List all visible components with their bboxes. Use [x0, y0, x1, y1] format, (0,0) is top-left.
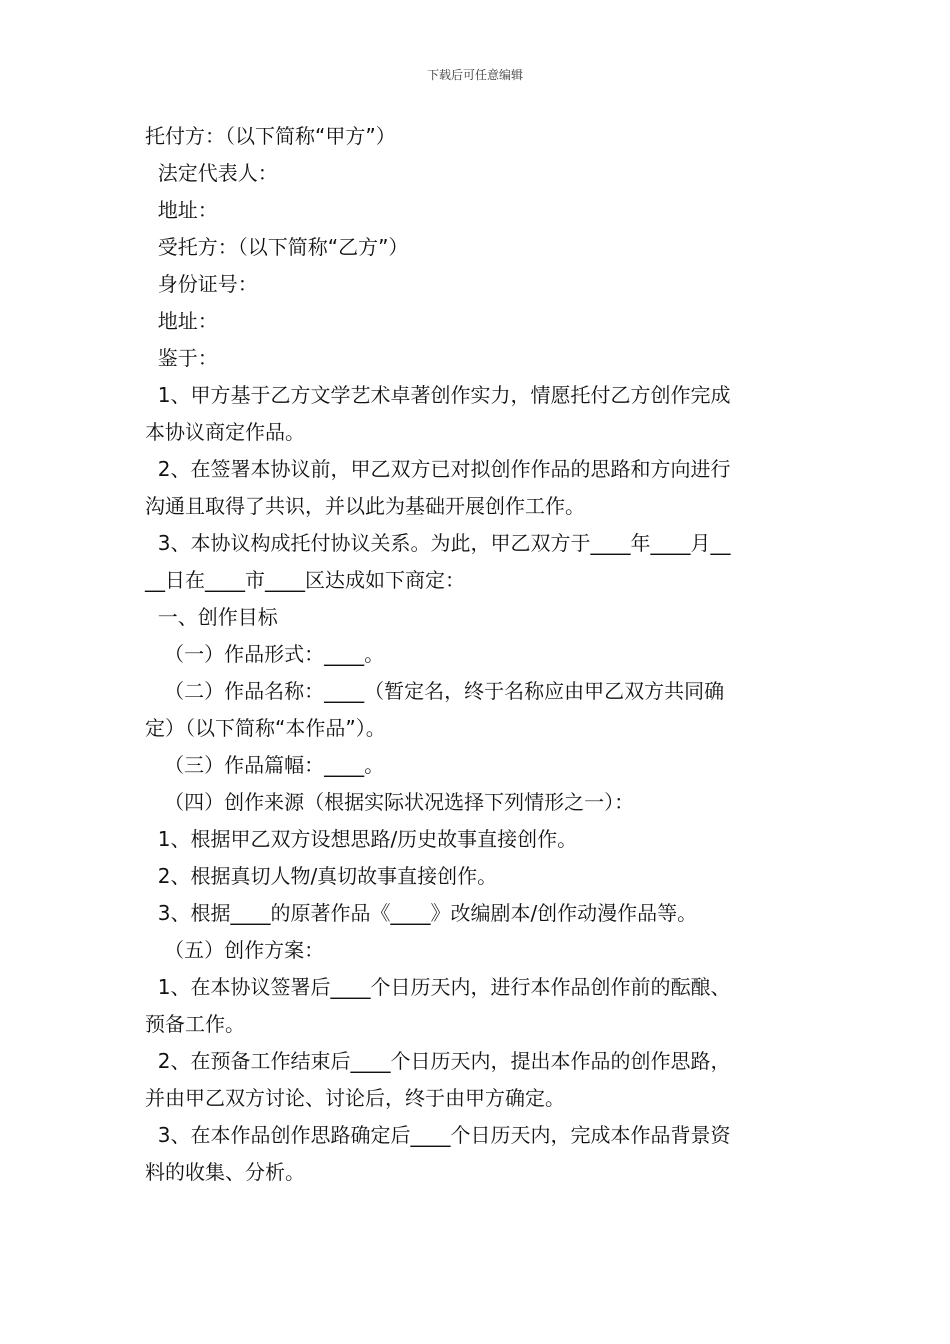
party-a-line: 托付方：（以下简称“甲方”）: [145, 124, 396, 148]
document-body: [145, 118, 810, 1191]
party-b-line: 受托方：（以下简称“乙方”）: [145, 235, 409, 259]
subsection-line: （四）创作来源（根据实际状况选择下列情形之一）：: [145, 790, 635, 814]
paragraph-line: __日在____市____区达成如下商定：: [145, 568, 465, 592]
list-item: 2、根据真切人物/真切故事直接创作。: [145, 864, 498, 888]
list-item: 2、在预备工作结束后____个日历天内，提出本作品的创作思路，: [145, 1049, 731, 1073]
legal-representative-line: 法定代表人：: [145, 161, 278, 185]
list-item: 3、在本作品创作思路确定后____个日历天内，完成本作品背景资: [145, 1123, 731, 1147]
subsection-line: （五）创作方案：: [145, 938, 325, 962]
paragraph-line: 3、本协议构成托付协议关系。为此，甲乙双方于____年____月__: [145, 531, 731, 555]
party-a-address-line: 地址：: [145, 198, 218, 222]
subsection-line: （三）作品篇幅：____。: [145, 753, 385, 777]
paragraph-line: 料的收集、分析。: [145, 1160, 305, 1184]
paragraph-line: 并由甲乙双方讨论、讨论后，终于由甲方确定。: [145, 1086, 565, 1110]
subsection-line: （一）作品形式：____。: [145, 642, 385, 666]
list-item: 1、根据甲乙双方设想思路/历史故事直接创作。: [145, 827, 578, 851]
paragraph-line: 1、甲方基于乙方文学艺术卓著创作实力，情愿托付乙方创作完成: [145, 383, 731, 407]
list-item: 1、在本协议签署后____个日历天内，进行本作品创作前的酝酿、: [145, 975, 731, 999]
list-item: 3、根据____的原著作品《____》改编剧本/创作动漫作品等。: [145, 901, 698, 925]
whereas-heading: 鉴于：: [145, 346, 218, 370]
paragraph-line: 沟通且取得了共识，并以此为基础开展创作工作。: [145, 494, 585, 518]
subsection-line: （二）作品名称：____（暂定名，终于名称应由甲乙双方共同确: [145, 679, 725, 703]
id-number-line: 身份证号：: [145, 272, 258, 296]
party-b-address-line: 地址：: [145, 309, 218, 333]
paragraph-line: 定）（以下简称“本作品”）。: [145, 716, 386, 740]
paragraph-line: 本协议商定作品。: [145, 420, 305, 444]
section-heading: 一、创作目标: [145, 605, 278, 629]
paragraph-line: 2、在签署本协议前，甲乙双方已对拟创作作品的思路和方向进行: [145, 457, 731, 481]
paragraph-line: 预备工作。: [145, 1012, 245, 1036]
page-header: 下载后可任意编辑: [426, 68, 523, 82]
